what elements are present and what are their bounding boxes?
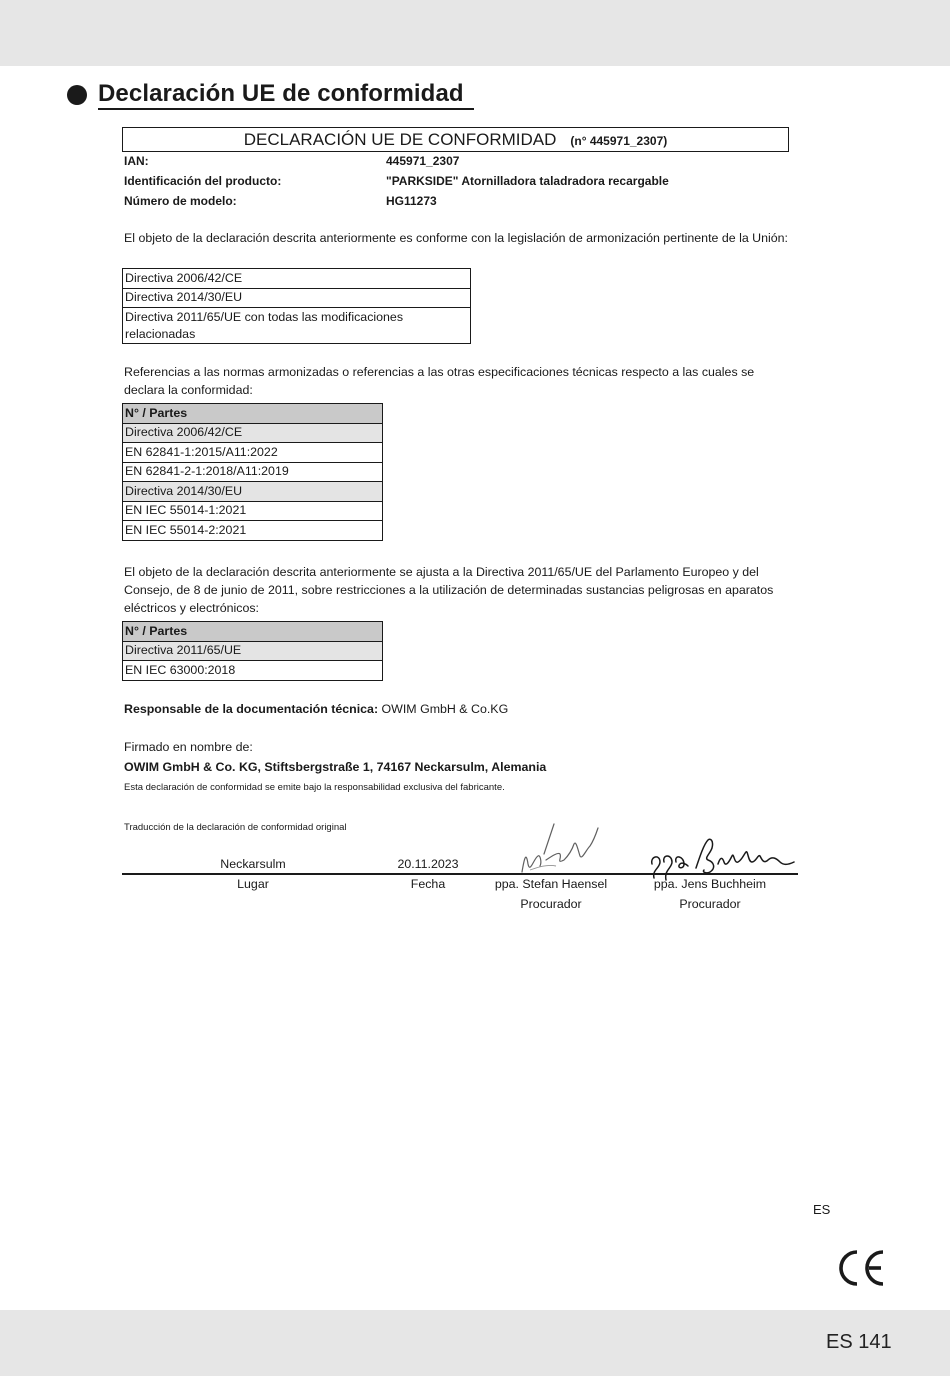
- table-header-cell: N° / Partes: [123, 622, 383, 642]
- place-label: Lugar: [237, 877, 269, 891]
- references-paragraph: Referencias a las normas armonizadas o referencias a las otras especificaciones técnicas respecto a las cuales se declara la conformidad:: [124, 365, 755, 397]
- table-row: [123, 501, 383, 521]
- table-row: [123, 288, 471, 308]
- header-band: [0, 0, 950, 66]
- standard-cell: EN 62841-1:2015/A11:2022: [123, 443, 383, 463]
- table-row: [123, 482, 383, 502]
- signature-haensel: [516, 820, 606, 880]
- standard-cell: Directiva 2011/65/UE: [123, 641, 383, 661]
- standards-table: [122, 403, 383, 541]
- responsible-line: [124, 702, 508, 716]
- signer1-name: ppa. Stefan Haensel: [494, 877, 608, 891]
- ian-value: 445971_2307: [386, 154, 460, 168]
- standard-cell: EN IEC 63000:2018: [123, 661, 383, 681]
- standard-cell: EN 62841-2-1:2018/A11:2019: [123, 462, 383, 482]
- standard-cell: Directiva 2006/42/CE: [123, 423, 383, 443]
- conformity-paragraph: El objeto de la declaración descrita anteriormente es conforme con la legislación de armonización pertinente de la Unión:: [124, 231, 788, 245]
- signer2-name: ppa. Jens Buchheim: [653, 877, 767, 891]
- responsible-value: OWIM GmbH & Co.KG: [381, 702, 509, 716]
- model-label: Número de modelo:: [124, 194, 237, 208]
- signer2-role: Procurador: [679, 897, 741, 911]
- table-row: [123, 269, 471, 289]
- product-label: Identificación del producto:: [124, 174, 282, 188]
- table-row: [123, 423, 383, 443]
- standard-cell: EN IEC 55014-2:2021: [123, 521, 383, 541]
- signature-line: [122, 873, 798, 875]
- place-value: Neckarsulm: [220, 857, 286, 871]
- signed-company: OWIM GmbH & Co. KG, Stiftsbergstraße 1, 74167 Neckarsulm, Alemania: [124, 760, 547, 774]
- rohs-table: [122, 621, 383, 681]
- standard-cell: Directiva 2014/30/EU: [123, 482, 383, 502]
- language-tag: ES: [813, 1202, 831, 1217]
- footer-band: [0, 1310, 950, 1376]
- table-row: [123, 641, 383, 661]
- table-header-cell: N° / Partes: [123, 404, 383, 424]
- translation-note: Traducción de la declaración de conformidad original: [124, 822, 347, 833]
- ce-mark-icon: [835, 1248, 887, 1288]
- table-header-row: [123, 622, 383, 642]
- table-row: [123, 443, 383, 463]
- table-header-row: [123, 404, 383, 424]
- date-label: Fecha: [410, 877, 446, 891]
- table-row: [123, 661, 383, 681]
- section-title: Declaración UE de conformidad: [98, 80, 464, 107]
- table-row: [123, 521, 383, 541]
- declaration-heading-box: [122, 127, 789, 152]
- declaration-number: (n° 445971_2307): [570, 134, 668, 148]
- directive-cell: Directiva 2011/65/UE con todas las modificaciones relacionadas: [123, 308, 471, 344]
- page-number: ES 141: [826, 1331, 892, 1353]
- date-value: 20.11.2023: [397, 857, 459, 871]
- responsible-label: Responsable de la documentación técnica:: [124, 702, 379, 716]
- product-value: "PARKSIDE" Atornilladora taladradora recargable: [386, 174, 669, 188]
- signer1-role: Procurador: [520, 897, 582, 911]
- table-row: [123, 462, 383, 482]
- section-title-underline: [98, 108, 474, 110]
- section-bullet-icon: [67, 85, 87, 105]
- rohs-paragraph: El objeto de la declaración descrita anteriormente se ajusta a la Directiva 2011/65/UE del Parlamento Europeo y del Consejo, de 8 de junio de 2011, sobre restricciones a la utilización de determinadas sustancias peligrosas en aparatos eléctricos y electrónicos:: [124, 565, 774, 615]
- table-row: [123, 308, 471, 344]
- standard-cell: EN IEC 55014-1:2021: [123, 501, 383, 521]
- directive-cell: Directiva 2014/30/EU: [123, 288, 471, 308]
- model-value: HG11273: [386, 194, 437, 208]
- declaration-heading: DECLARACIÓN UE DE CONFORMIDAD: [243, 130, 557, 149]
- directive-cell: Directiva 2006/42/CE: [123, 269, 471, 289]
- directives-table: [122, 268, 471, 344]
- ian-label: IAN:: [124, 154, 149, 168]
- signed-intro: Firmado en nombre de:: [124, 740, 253, 754]
- signed-note: Esta declaración de conformidad se emite bajo la responsabilidad exclusiva del fabricante.: [124, 782, 505, 793]
